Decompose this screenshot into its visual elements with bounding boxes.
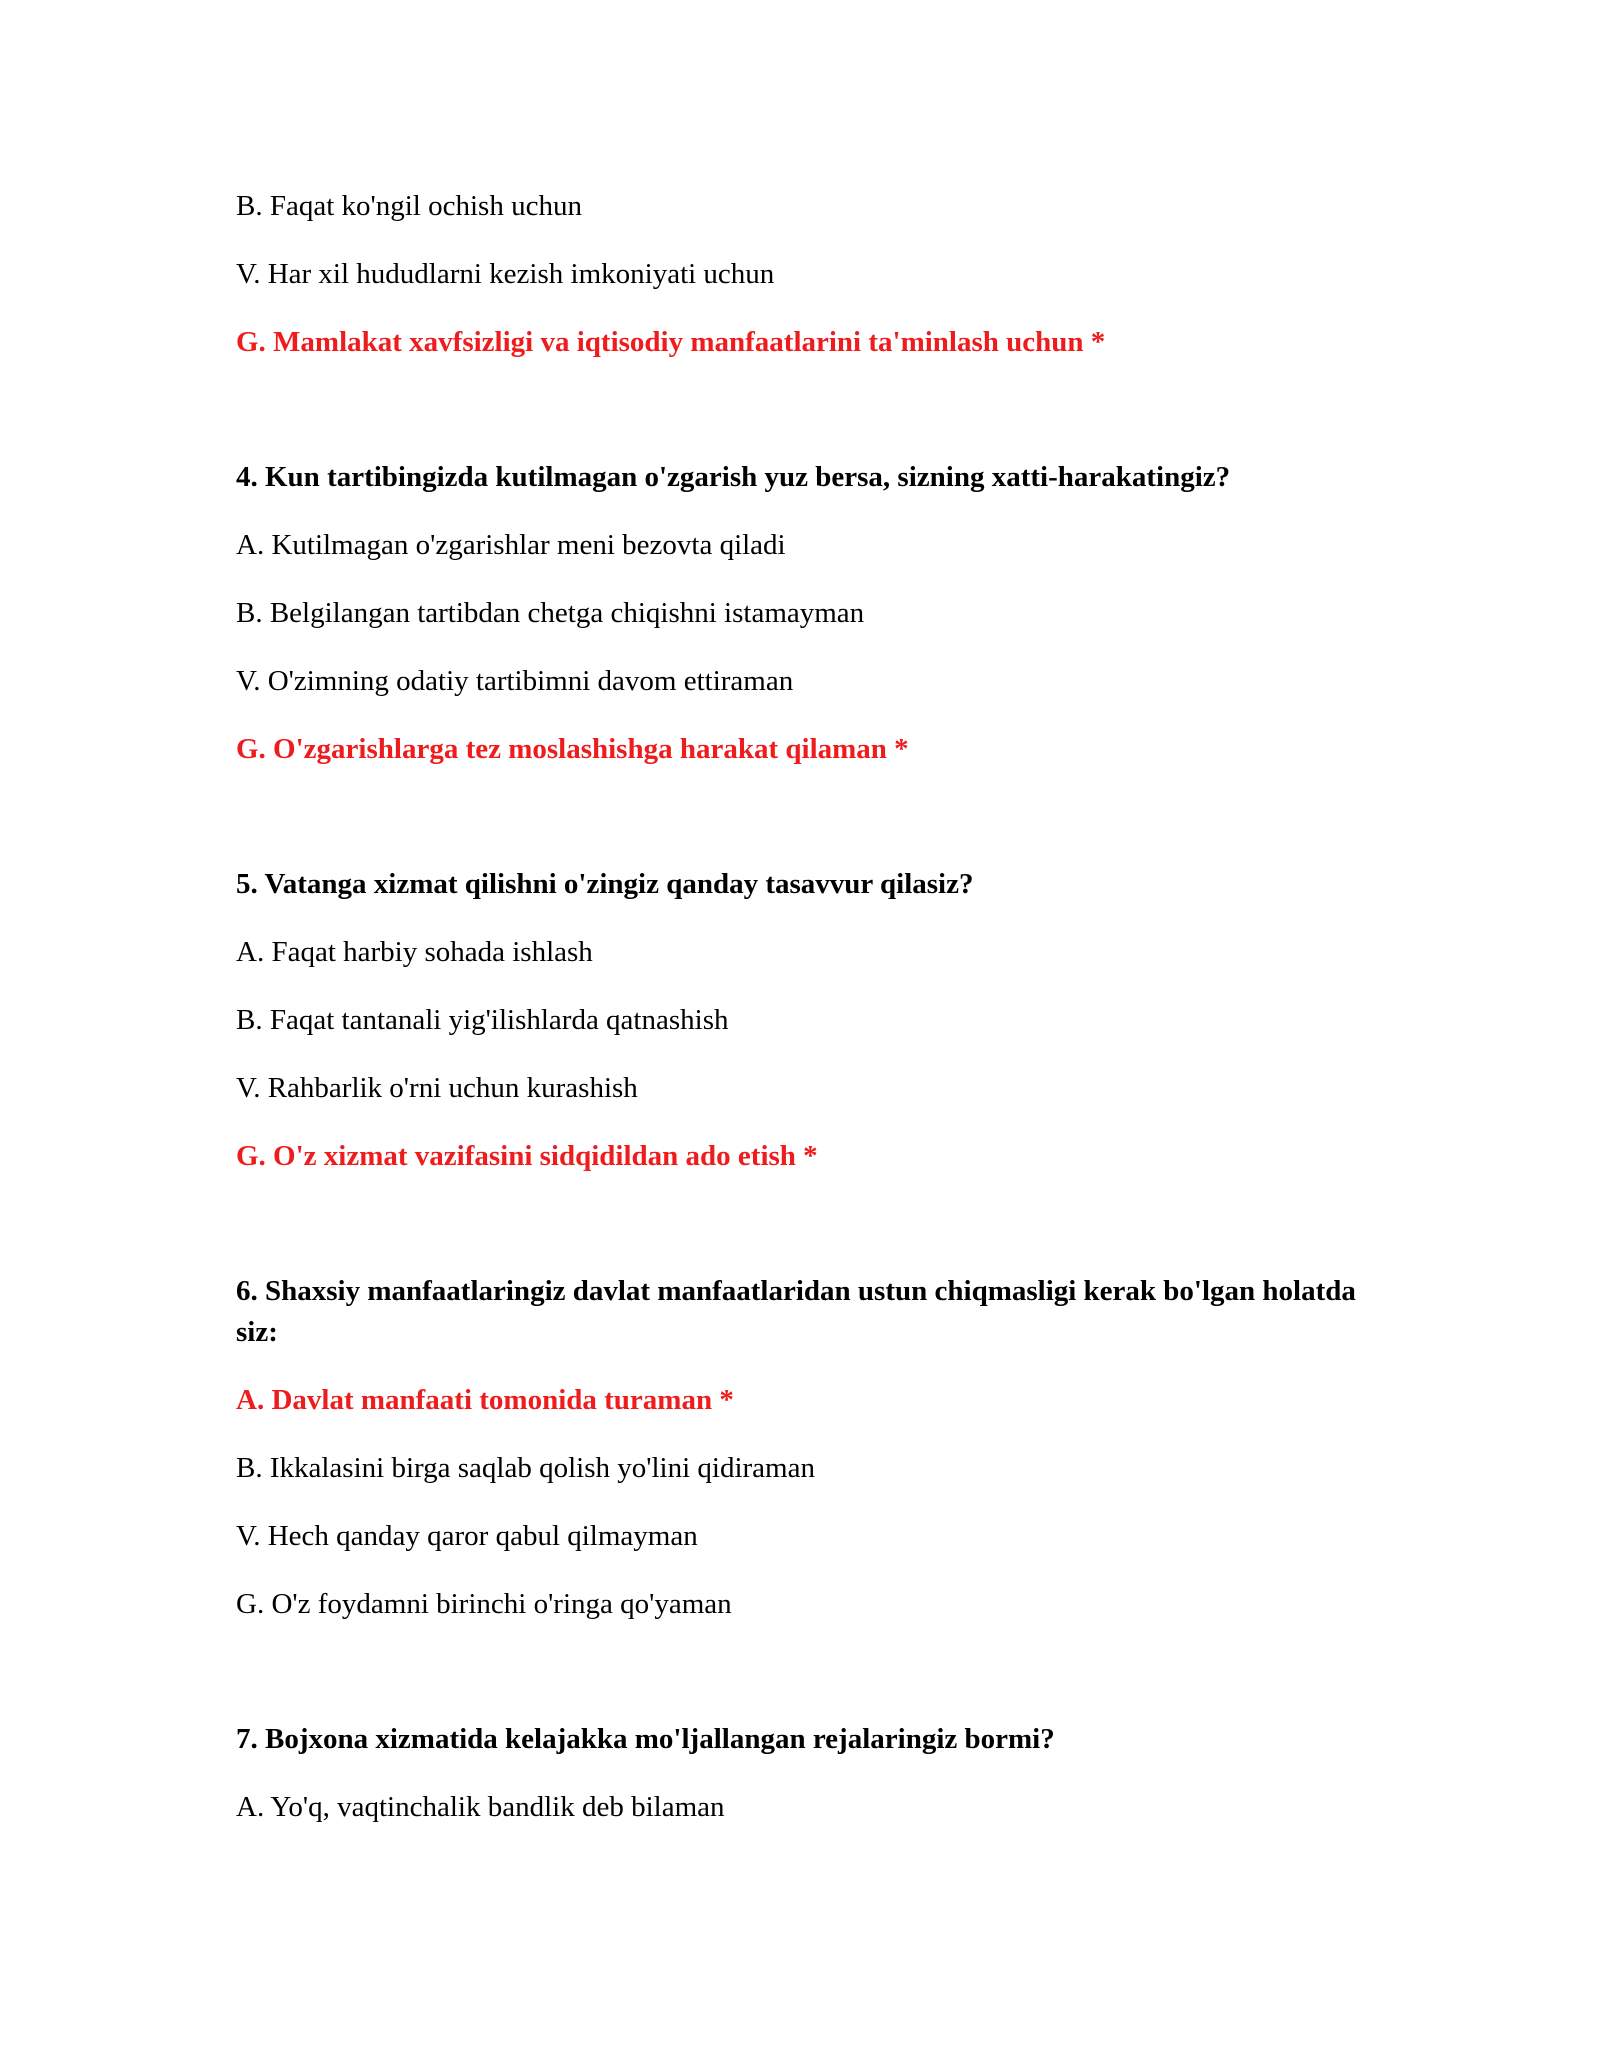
option-b: B. Ikkalasini birga saqlab qolish yo'lini qidiraman: [236, 1452, 815, 1484]
option-g: G. O'z foydamni birinchi o'ringa qo'yaman: [236, 1588, 732, 1620]
option-b: B. Faqat tantanali yig'ilishlarda qatnashish: [236, 1004, 729, 1036]
option-b: B. Faqat ko'ngil ochish uchun: [236, 190, 582, 222]
option-v: V. Har xil hududlarni kezish imkoniyati uchun: [236, 258, 775, 290]
option-a: A. Kutilmagan o'zgarishlar meni bezovta qiladi: [236, 529, 786, 561]
option-v: V. Hech qanday qaror qabul qilmayman: [236, 1520, 698, 1552]
option-a: A. Yo'q, vaqtinchalik bandlik deb bilaman: [236, 1791, 725, 1823]
option-g-correct: G. O'z xizmat vazifasini sidqidildan ado etish *: [236, 1140, 818, 1172]
page-content: [236, 186, 1366, 1855]
option-v: V. Rahbarlik o'rni uchun kurashish: [236, 1072, 638, 1104]
question-block-6: [236, 1271, 1366, 1625]
question-title: 5. Vatanga xizmat qilishni o'zingiz qanday tasavvur qilasiz?: [236, 868, 974, 900]
question-block-5: [236, 864, 1366, 1177]
question-block-7: [236, 1719, 1366, 1828]
option-g-correct: G. O'zgarishlarga tez moslashishga harakat qilaman *: [236, 733, 909, 765]
option-b: B. Belgilangan tartibdan chetga chiqishni istamayman: [236, 597, 865, 629]
question-block-3-continued: [236, 186, 1366, 363]
option-a-correct: A. Davlat manfaati tomonida turaman *: [236, 1384, 734, 1416]
option-g-correct: G. Mamlakat xavfsizligi va iqtisodiy manfaatlarini ta'minlash uchun *: [236, 326, 1106, 358]
question-title: 4. Kun tartibingizda kutilmagan o'zgarish yuz bersa, sizning xatti-harakatingiz?: [236, 461, 1231, 493]
question-block-4: [236, 457, 1366, 770]
spacer: [236, 390, 1366, 457]
spacer: [236, 1652, 1366, 1719]
spacer: [236, 1204, 1366, 1271]
spacer: [236, 797, 1366, 864]
option-a: A. Faqat harbiy sohada ishlash: [236, 936, 593, 968]
option-v: V. O'zimning odatiy tartibimni davom ettiraman: [236, 665, 794, 697]
question-title: 7. Bojxona xizmatida kelajakka mo'ljallangan rejalaringiz bormi?: [236, 1723, 1055, 1755]
question-title: 6. Shaxsiy manfaatlaringiz davlat manfaatlaridan ustun chiqmasligi kerak bo'lgan holatda siz:: [236, 1275, 1356, 1348]
